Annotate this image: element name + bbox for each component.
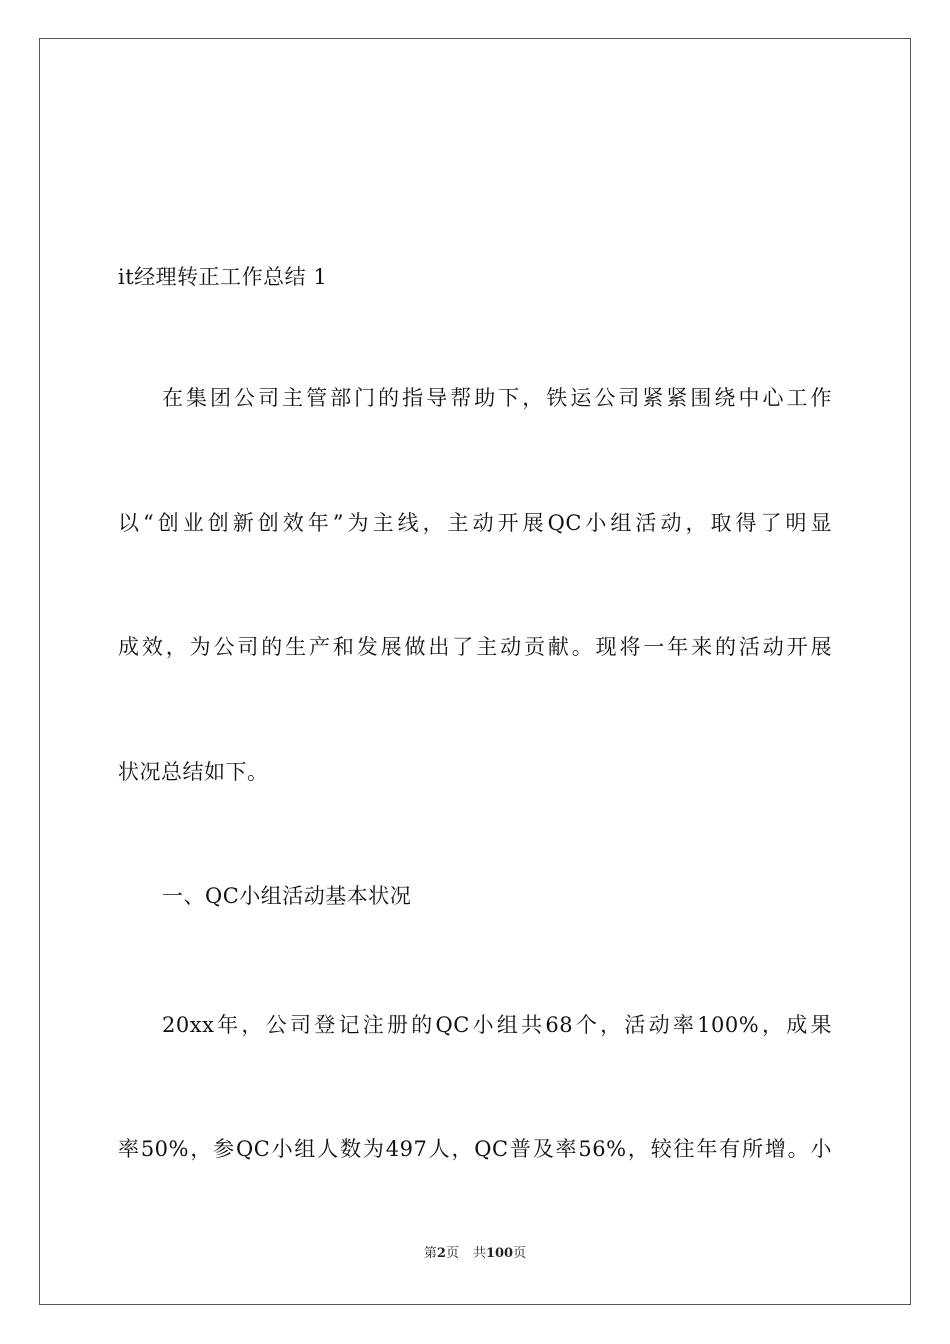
paragraph-1-line-1: 在集团公司主管部门的指导帮助下，铁运公司紧紧围绕中心工作 [162,386,832,410]
page-footer [0,1245,950,1263]
footer-page-current: 2 [436,1246,446,1261]
paragraph-1-line-4: 状况总结如下。 [118,760,269,784]
paragraph-2-line-1: 20xx年，公司登记注册的QC小组共68个，活动率100%，成果 [162,1013,832,1037]
footer-total-prefix: 共 [472,1246,486,1261]
paragraph-1-line-2: 以“创业创新创效年”为主线，主动开展QC小组活动，取得了明显 [118,511,832,535]
footer-page-total: 100 [485,1246,514,1261]
section-1-heading: 一、QC小组活动基本状况 [162,884,412,908]
footer-page-suffix: 页 [445,1246,459,1261]
page-frame [39,38,911,1305]
paragraph-1-line-3: 成效，为公司的生产和发展做出了主动贡献。现将一年来的活动开展 [118,635,832,659]
footer-page-prefix: 第 [423,1246,437,1261]
paragraph-2-line-2: 率50%，参QC小组人数为497人，QC普及率56%，较往年有所增。小 [118,1137,832,1161]
footer-total-suffix: 页 [513,1246,527,1261]
document-title: it经理转正工作总结 1 [118,265,328,289]
